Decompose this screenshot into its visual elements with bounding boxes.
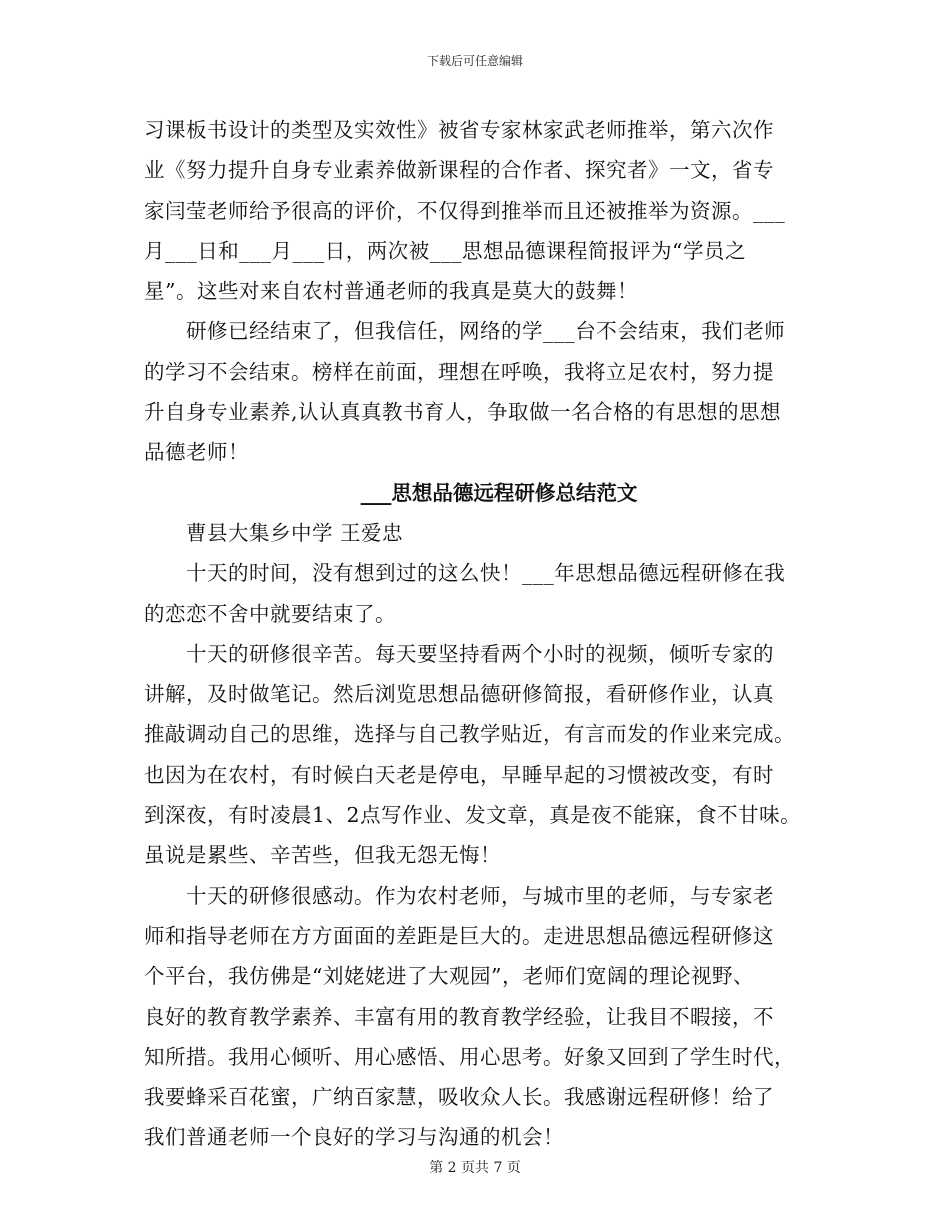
- paragraph-line: 也因为在农村，有时候白天老是停电，早睡早起的习惯被改变，有时: [144, 762, 774, 787]
- paragraph-line: 推敲调动自己的思维，选择与自己教学贴近，有言而发的作业来完成。: [144, 722, 795, 747]
- document-body: [144, 110, 824, 1158]
- paragraph-line: 家闫莹老师给予很高的评价，不仅得到推举而且还被推举为资源。___: [144, 198, 786, 223]
- paragraph-line: 讲解，及时做笔记。然后浏览思想品德研修简报，看研修作业，认真: [144, 682, 774, 707]
- paragraph-line: 品德老师！: [144, 440, 249, 465]
- paragraph-line: 知所措。我用心倾听、用心感悟、用心思考。好象又回到了学生时代，: [144, 1044, 795, 1069]
- paragraph-line: 月___日和___月___日，两次被___思想品德课程简报评为“学员之: [144, 238, 746, 263]
- paragraph-line: 十天的时间，没有想到过的这么快！___年思想品德远程研修在我: [144, 561, 786, 586]
- paragraph-line: 我要蜂采百花蜜，广纳百家慧，吸收众人长。我感谢远程研修！给了: [144, 1085, 774, 1110]
- paragraph-line: 我们普通老师一个良好的学习与沟通的机会！: [144, 1125, 564, 1150]
- paragraph-line: 业《努力提升自身专业素养做新课程的合作者、探究者》一文，省专: [144, 158, 774, 183]
- paragraph-line: 研修已经结束了，但我信任，网络的学___台不会结束，我们老师: [144, 319, 786, 344]
- paragraph-line: 个平台，我仿佛是“刘姥姥进了大观园”，老师们宽阔的理论视野、: [144, 964, 754, 989]
- header-note: 下载后可任意编辑: [426, 54, 523, 68]
- paragraph-line: 良好的教育教学素养、丰富有用的教育教学经验，让我目不暇接，不: [144, 1004, 774, 1029]
- paragraph-line: 曹县大集乡中学 王爱忠: [144, 520, 404, 545]
- paragraph-line: 升自身专业素养,认认真真教书育人，争取做一名合格的有思想的思想: [144, 400, 782, 425]
- paragraph-line: 师和指导老师在方方面面的差距是巨大的。走进思想品德远程研修这: [144, 923, 774, 948]
- paragraph-line: 十天的研修很辛苦。每天要坚持看两个小时的视频，倾听专家的: [144, 641, 774, 666]
- paragraph-line: 十天的研修很感动。作为农村老师，与城市里的老师，与专家老: [144, 883, 774, 908]
- section-title: ___思想品德远程研修总结范文: [360, 480, 638, 505]
- page-number: 第 2 页共 7 页: [429, 1160, 521, 1176]
- paragraph-line: 的学习不会结束。榜样在前面，理想在呼唤，我将立足农村，努力提: [144, 359, 774, 384]
- paragraph-line: 星”。这些对来自农村普通老师的我真是莫大的鼓舞！: [144, 279, 638, 304]
- paragraph-line: 到深夜，有时凌晨1、2点写作业、发文章，真是夜不能寐，食不甘味。: [144, 803, 802, 828]
- paragraph-line: 的恋恋不舍中就要结束了。: [144, 601, 396, 626]
- paragraph-line: 习课板书设计的类型及实效性》被省专家林家武老师推举，第六次作: [144, 118, 774, 142]
- paragraph-line: 虽说是累些、辛苦些，但我无怨无悔！: [144, 843, 501, 868]
